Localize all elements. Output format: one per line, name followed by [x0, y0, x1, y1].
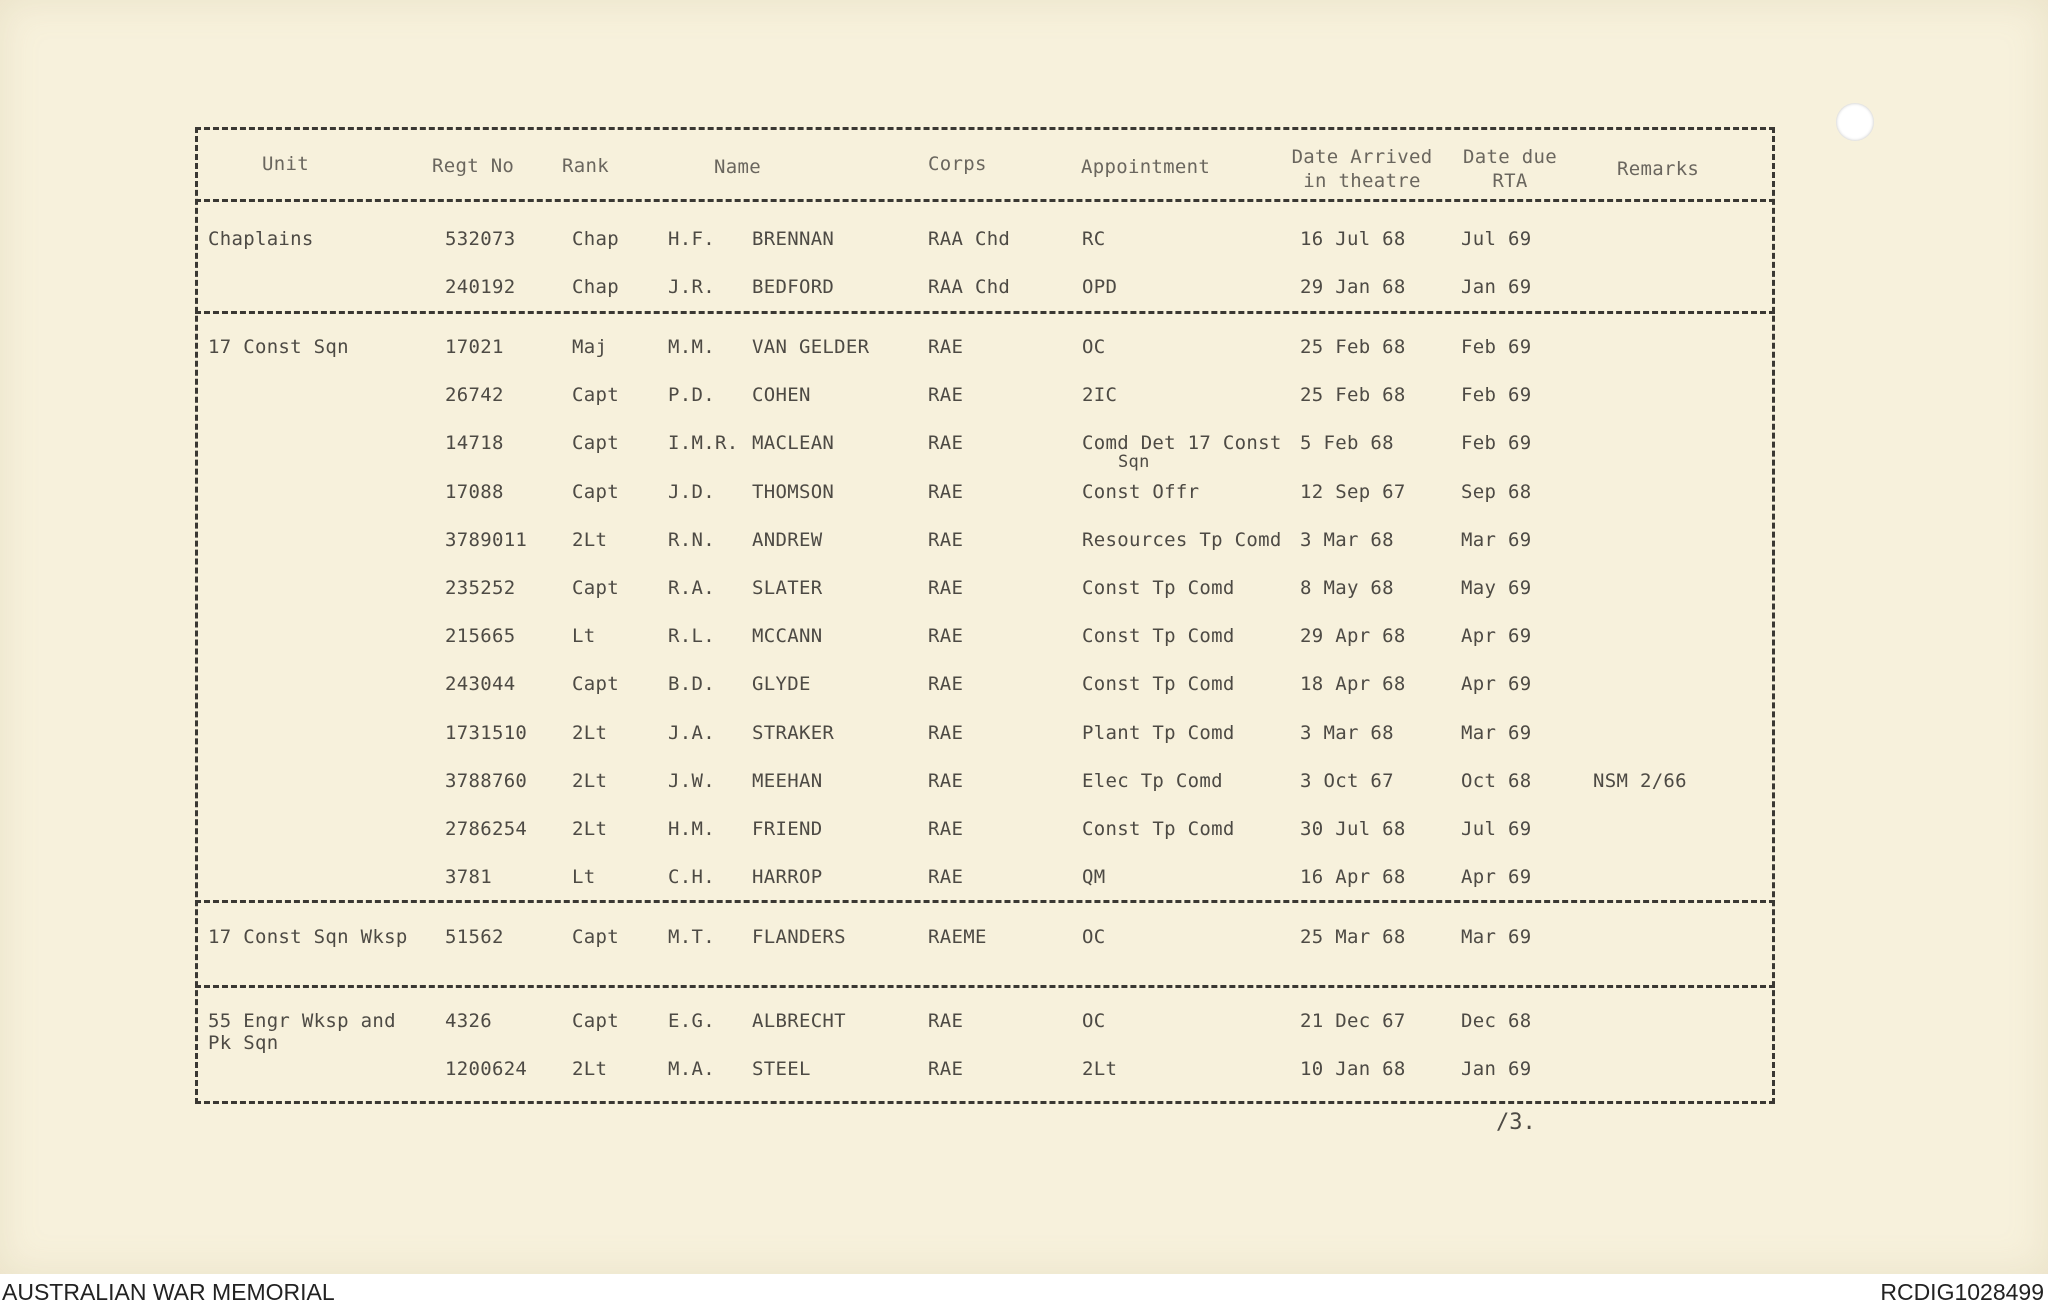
initials: H.M. [668, 818, 715, 840]
header-regt-no: Regt No [432, 155, 515, 177]
unit-name: 17 Const Sqn [208, 336, 349, 358]
regt-no: 532073 [445, 228, 516, 250]
corps: RAE [928, 818, 964, 840]
header-date-due-line2: RTA [1492, 170, 1528, 192]
appointment: Comd Det 17 Const [1082, 432, 1282, 455]
header-unit: Unit [262, 153, 309, 175]
initials: P.D. [668, 384, 715, 407]
regt-no: 17088 [445, 480, 504, 503]
rank: 2Lt [572, 769, 608, 792]
corps: RAA Chd [928, 228, 1011, 250]
date-due: Apr 69 [1461, 673, 1532, 696]
rank: Capt [572, 673, 619, 696]
punch-hole [1836, 103, 1874, 141]
date-due: Dec 68 [1461, 1010, 1532, 1032]
appointment: QM [1082, 866, 1106, 889]
header-date-arrived [1283, 145, 1441, 193]
date-arrived: 3 Mar 68 [1300, 721, 1394, 744]
regt-no: 240192 [445, 276, 516, 299]
date-due: Feb 69 [1461, 384, 1532, 407]
date-arrived: 8 May 68 [1300, 577, 1394, 599]
date-due: Feb 69 [1461, 432, 1532, 455]
initials: J.A. [668, 721, 715, 744]
initials: H.F. [668, 228, 715, 250]
corps: RAE [928, 1058, 964, 1081]
regt-no: 2786254 [445, 818, 528, 840]
appointment: Elec Tp Comd [1082, 769, 1223, 792]
regt-no: 26742 [445, 384, 504, 407]
initials: J.W. [668, 769, 715, 792]
surname: MEEHAN [752, 769, 823, 792]
appointment: Const Tp Comd [1082, 577, 1235, 599]
corps: RAE [928, 528, 964, 551]
corps: RAE [928, 432, 964, 455]
appointment: 2Lt [1082, 1058, 1118, 1081]
date-arrived: 3 Mar 68 [1300, 528, 1394, 551]
appointment: Sqn [1118, 452, 1150, 473]
unit-name: Pk Sqn [208, 1032, 279, 1054]
corps: RAE [928, 866, 964, 889]
header-date-due-line1: Date due [1463, 146, 1557, 168]
rank: 2Lt [572, 818, 608, 840]
table-divider [195, 900, 1775, 903]
initials: M.A. [668, 1058, 715, 1081]
date-arrived: 30 Jul 68 [1300, 818, 1406, 840]
date-arrived: 12 Sep 67 [1300, 480, 1406, 503]
footer-catalogue-id: RCDIG1028499 [1880, 1279, 2044, 1305]
rank: Capt [572, 384, 619, 407]
rank: Maj [572, 336, 608, 358]
unit-name: Chaplains [208, 228, 314, 250]
date-due: Mar 69 [1461, 528, 1532, 551]
corps: RAE [928, 625, 964, 648]
initials: R.L. [668, 625, 715, 648]
appointment: OPD [1082, 276, 1118, 299]
rank: Capt [572, 926, 619, 948]
surname: FLANDERS [752, 926, 846, 948]
initials: B.D. [668, 673, 715, 696]
date-arrived: 29 Jan 68 [1300, 276, 1406, 299]
regt-no: 3789011 [445, 528, 528, 551]
rank: Lt [572, 866, 596, 889]
initials: R.A. [668, 577, 715, 599]
surname: MCCANN [752, 625, 823, 648]
appointment: OC [1082, 336, 1106, 358]
appointment: Const Tp Comd [1082, 818, 1235, 840]
date-due: Apr 69 [1461, 866, 1532, 889]
header-name: Name [714, 156, 761, 178]
rank: 2Lt [572, 721, 608, 744]
date-arrived: 16 Jul 68 [1300, 228, 1406, 250]
regt-no: 3788760 [445, 769, 528, 792]
regt-no: 17021 [445, 336, 504, 358]
initials: I.M.R. [668, 432, 739, 455]
rank: 2Lt [572, 528, 608, 551]
date-arrived: 16 Apr 68 [1300, 866, 1406, 889]
surname: STEEL [752, 1058, 811, 1081]
rank: Capt [572, 480, 619, 503]
page-continuation-mark: /3. [1496, 1110, 1536, 1135]
appointment: Const Offr [1082, 480, 1200, 503]
table-divider [195, 199, 1775, 202]
header-remarks: Remarks [1617, 158, 1700, 180]
initials: M.T. [668, 926, 715, 948]
appointment: 2IC [1082, 384, 1118, 407]
regt-no: 51562 [445, 926, 504, 948]
table-frame [195, 127, 1775, 1104]
regt-no: 1731510 [445, 721, 528, 744]
unit-name: 55 Engr Wksp and [208, 1010, 396, 1032]
corps: RAE [928, 480, 964, 503]
corps: RAE [928, 721, 964, 744]
date-due: Oct 68 [1461, 769, 1532, 792]
appointment: Plant Tp Comd [1082, 721, 1235, 744]
regt-no: 215665 [445, 625, 516, 648]
date-due: Jan 69 [1461, 276, 1532, 299]
rank: 2Lt [572, 1058, 608, 1081]
date-due: Feb 69 [1461, 336, 1532, 358]
regt-no: 3781 [445, 866, 492, 889]
date-due: Jan 69 [1461, 1058, 1532, 1081]
header-date-arrived-line1: Date Arrived [1291, 146, 1433, 168]
initials: R.N. [668, 528, 715, 551]
appointment: Const Tp Comd [1082, 673, 1235, 696]
date-arrived: 10 Jan 68 [1300, 1058, 1406, 1081]
corps: RAE [928, 769, 964, 792]
header-date-due [1455, 145, 1565, 193]
initials: M.M. [668, 336, 715, 358]
appointment: OC [1082, 926, 1106, 948]
surname: ALBRECHT [752, 1010, 846, 1032]
regt-no: 1200624 [445, 1058, 528, 1081]
rank: Lt [572, 625, 596, 648]
appointment: OC [1082, 1010, 1106, 1032]
rank: Chap [572, 228, 619, 250]
regt-no: 243044 [445, 673, 516, 696]
date-due: Apr 69 [1461, 625, 1532, 648]
date-due: Mar 69 [1461, 926, 1532, 948]
surname: VAN GELDER [752, 336, 870, 358]
table-divider [195, 985, 1775, 988]
unit-name: 17 Const Sqn Wksp [208, 926, 408, 948]
corps: RAE [928, 577, 964, 599]
rank: Capt [572, 1010, 619, 1032]
date-arrived: 18 Apr 68 [1300, 673, 1406, 696]
appointment: Const Tp Comd [1082, 625, 1235, 648]
surname: SLATER [752, 577, 823, 599]
header-rank: Rank [562, 155, 609, 177]
surname: ANDREW [752, 528, 823, 551]
table-divider [195, 311, 1775, 314]
date-due: May 69 [1461, 577, 1532, 599]
appointment: Resources Tp Comd [1082, 528, 1282, 551]
surname: BEDFORD [752, 276, 835, 299]
header-corps: Corps [928, 153, 987, 175]
regt-no: 235252 [445, 577, 516, 599]
date-due: Sep 68 [1461, 480, 1532, 503]
initials: E.G. [668, 1010, 715, 1032]
rank: Capt [572, 577, 619, 599]
date-arrived: 25 Feb 68 [1300, 384, 1406, 407]
date-due: Jul 69 [1461, 228, 1532, 250]
surname: HARROP [752, 866, 823, 889]
date-arrived: 5 Feb 68 [1300, 432, 1394, 455]
surname: GLYDE [752, 673, 811, 696]
date-arrived: 3 Oct 67 [1300, 769, 1394, 792]
rank: Capt [572, 432, 619, 455]
date-arrived: 29 Apr 68 [1300, 625, 1406, 648]
remarks: NSM 2/66 [1593, 769, 1687, 792]
header-date-arrived-line2: in theatre [1303, 170, 1421, 192]
date-due: Mar 69 [1461, 721, 1532, 744]
footer-institution: AUSTRALIAN WAR MEMORIAL [2, 1279, 335, 1305]
corps: RAEME [928, 926, 987, 948]
surname: MACLEAN [752, 432, 835, 455]
corps: RAE [928, 673, 964, 696]
corps: RAE [928, 384, 964, 407]
rank: Chap [572, 276, 619, 299]
surname: FRIEND [752, 818, 823, 840]
regt-no: 4326 [445, 1010, 492, 1032]
corps: RAE [928, 336, 964, 358]
date-arrived: 25 Feb 68 [1300, 336, 1406, 358]
date-arrived: 21 Dec 67 [1300, 1010, 1406, 1032]
regt-no: 14718 [445, 432, 504, 455]
initials: J.R. [668, 276, 715, 299]
surname: BRENNAN [752, 228, 835, 250]
date-due: Jul 69 [1461, 818, 1532, 840]
appointment: RC [1082, 228, 1106, 250]
corps: RAE [928, 1010, 964, 1032]
surname: COHEN [752, 384, 811, 407]
initials: C.H. [668, 866, 715, 889]
surname: STRAKER [752, 721, 835, 744]
corps: RAA Chd [928, 276, 1011, 299]
initials: J.D. [668, 480, 715, 503]
header-appointment: Appointment [1081, 156, 1211, 178]
date-arrived: 25 Mar 68 [1300, 926, 1406, 948]
surname: THOMSON [752, 480, 835, 503]
